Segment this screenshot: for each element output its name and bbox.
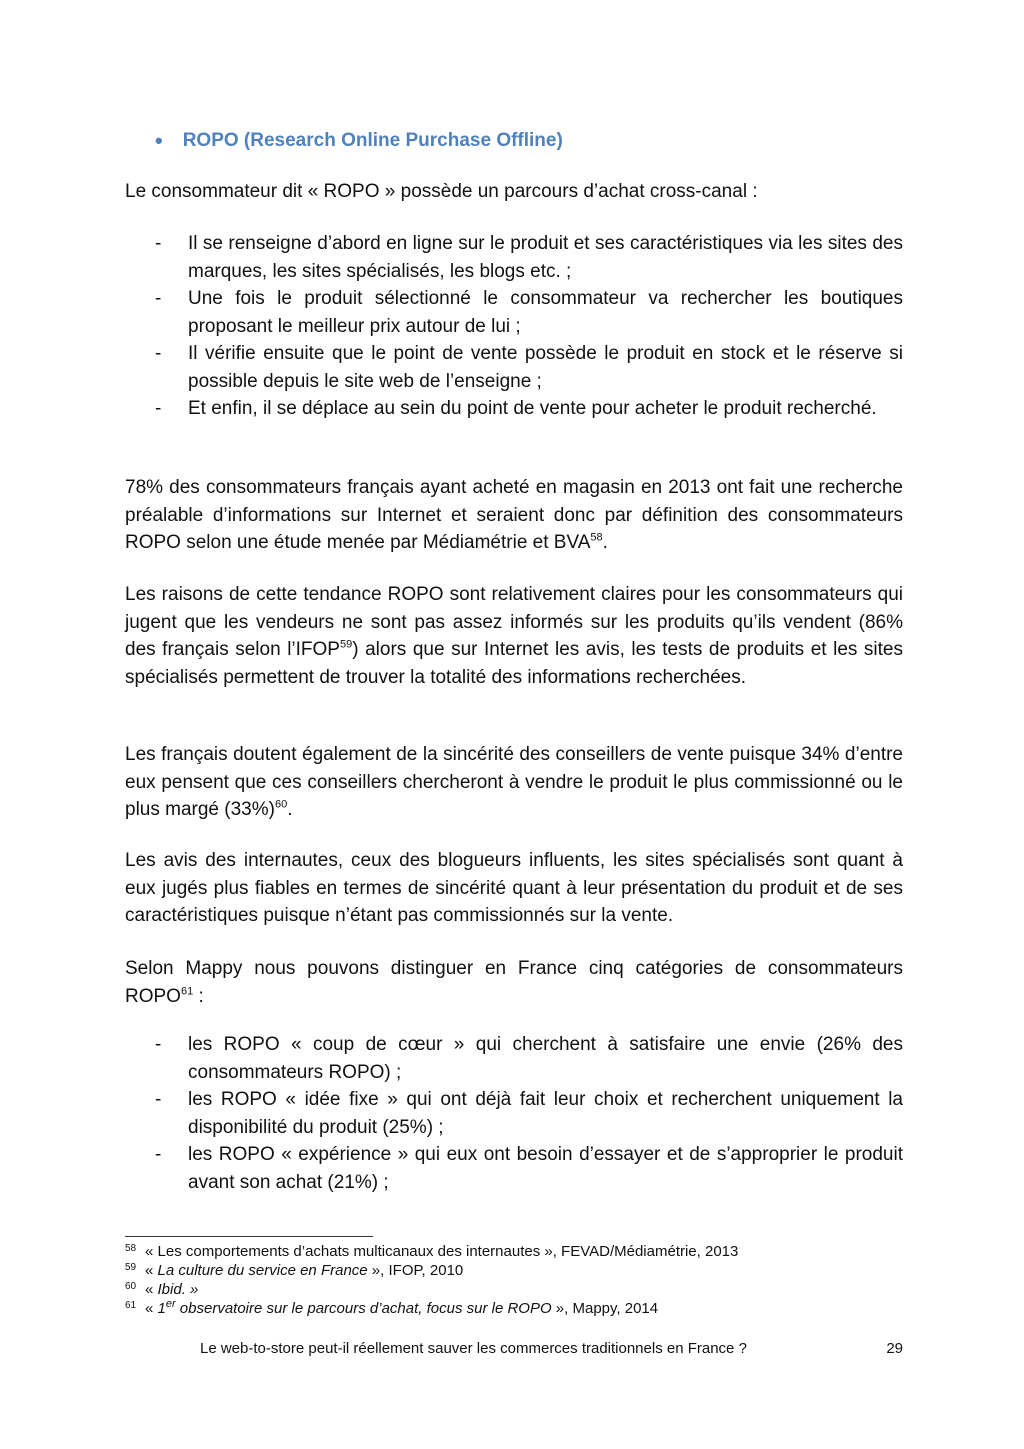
footnote-58: 58 « Les comportements d’achats multicanaux des internautes », FEVAD/Médiamétrie, 2013 bbox=[125, 1243, 739, 1260]
footer-title: Le web-to-store peut-il réellement sauver les commerces traditionnels en France ? bbox=[200, 1340, 747, 1357]
paragraph-reasons: Les raisons de cette tendance ROPO sont relativement claires pour les consommateurs qui jugent que les vendeurs ne sont pas assez informés sur les produits qu’ils vendent (86% des français selon l’IFOP$^{59}$) alors que sur Internet les avis, les tests de produits et les sites spécialisés permettent de trouver la totalité des informations recherchées. bbox=[125, 584, 903, 688]
paragraph-statistics: 78% des consommateurs français ayant acheté en magasin en 2013 ont fait une recherche préalable d’informations sur Internet et seraient donc par définition des consommateurs ROPO selon une étude menée par Médiamétrie et BVA$^{58}$. bbox=[125, 477, 903, 553]
list-item: - Il se renseigne d’abord en ligne sur le produit et ses caractéristiques via les sites des marques, les sites spécialisés, les blogs etc. ; bbox=[125, 230, 903, 285]
ropo-categories-list bbox=[125, 1031, 903, 1196]
footnote-ref[interactable]: 58 bbox=[590, 531, 603, 544]
page-footer bbox=[200, 1340, 903, 1357]
footnote-ref[interactable]: 60 bbox=[274, 798, 288, 811]
paragraph-mappy: Selon Mappy nous pouvons distinguer en France cinq catégories de consommateurs ROPO$^{61}$ : bbox=[125, 958, 903, 1007]
list-item: - Une fois le produit sélectionné le consommateur va rechercher les boutiques proposant le meilleur prix autour de lui ; bbox=[125, 285, 903, 340]
list-item: - les ROPO « idée fixe » qui ont déjà fait leur choix et recherchent uniquement la disponibilité du produit (25%) ; bbox=[125, 1086, 903, 1141]
dash-icon: - bbox=[155, 233, 162, 254]
footnote-60: 60 « Ibid. » bbox=[125, 1281, 199, 1298]
footnote-59: 59 « La culture du service en France », IFOP, 2010 bbox=[125, 1262, 464, 1279]
page-number: 29 bbox=[886, 1340, 903, 1357]
dash-icon: - bbox=[155, 398, 162, 419]
list-item: - Et enfin, il se déplace au sein du point de vente pour acheter le produit recherché. bbox=[125, 395, 903, 423]
paragraph-sincerity: Les français doutent également de la sincérité des conseillers de vente puisque 34% d’entre eux pensent que ces conseillers chercheront à vendre le produit le plus commissionné ou le plus margé $(33\%)^{60}$. bbox=[125, 744, 903, 820]
dash-icon: - bbox=[155, 343, 162, 364]
intro-paragraph: Le consommateur dit « ROPO » possède un parcours d’achat cross-canal : bbox=[125, 181, 758, 202]
ropo-steps-list bbox=[125, 230, 903, 423]
dash-icon: - bbox=[155, 1034, 162, 1055]
dash-icon: - bbox=[155, 288, 162, 309]
section-heading-text: ROPO (Research Online Purchase Offline) bbox=[182, 130, 563, 151]
list-item: - les ROPO « expérience » qui eux ont besoin d’essayer et de s’approprier le produit avant son achat (21%) ; bbox=[125, 1141, 903, 1196]
dash-icon: - bbox=[155, 1144, 162, 1165]
section-heading bbox=[155, 128, 563, 154]
list-item: - Il vérifie ensuite que le point de vente possède le produit en stock et le réserve si possible depuis le site web de l’enseigne ; bbox=[125, 340, 903, 395]
footnote-ref[interactable]: 59 bbox=[339, 638, 353, 651]
footnotes bbox=[125, 1242, 903, 1318]
dash-icon: - bbox=[155, 1089, 162, 1110]
footnote-61: 61 « 1er observatoire sur le parcours d’achat, focus sur le ROPO », Mappy, 2014 bbox=[125, 1298, 659, 1317]
footnote-ref[interactable]: 61 bbox=[180, 985, 194, 998]
list-item: - les ROPO « coup de cœur » qui cherchent à satisfaire une envie (26% des consommateurs ROPO) ; bbox=[125, 1031, 903, 1086]
footnote-divider bbox=[125, 1236, 373, 1237]
paragraph-reviews: Les avis des internautes, ceux des blogueurs influents, les sites spécialisés sont quant à eux jugés plus fiables en termes de sincérité quant à leur présentation du produit et de ses caractéristiques puisque n’étant pas commissionnés sur la vente. bbox=[125, 850, 903, 926]
bullet-icon: • bbox=[155, 128, 163, 153]
